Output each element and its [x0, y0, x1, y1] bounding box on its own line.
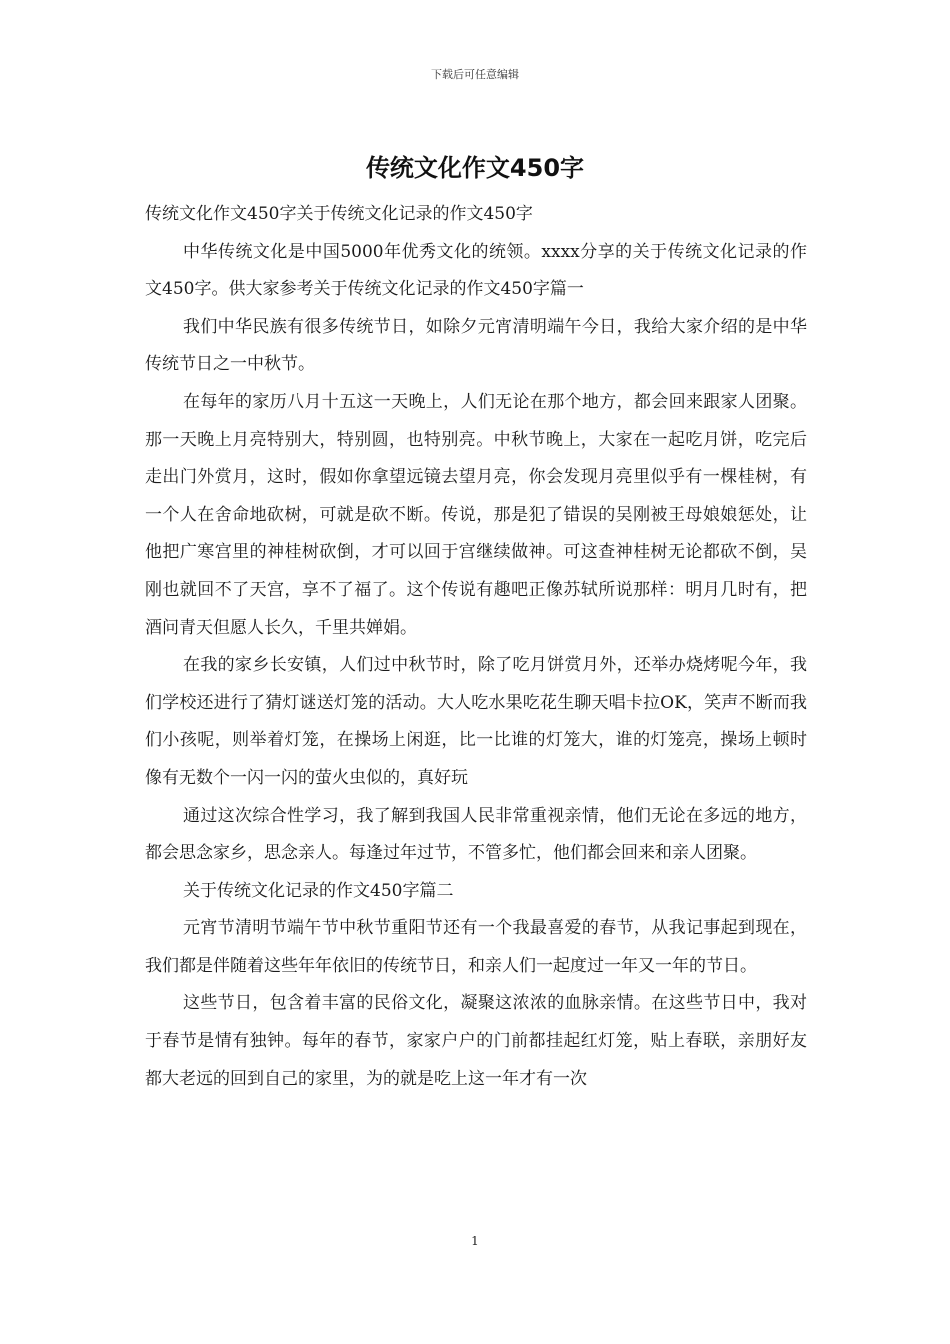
page-header: 下载后可任意编辑: [431, 68, 519, 81]
document-body: [145, 196, 807, 1098]
page-number: 1: [471, 1234, 479, 1248]
section-heading: 关于传统文化记录的作文450字篇二: [183, 880, 454, 901]
document-title: 传统文化作文450字: [365, 154, 585, 182]
body-paragraph: 我们中华民族有很多传统节日，如除夕元宵清明端午今日，我给大家介绍的是中华传统节日之一中秋节。: [145, 316, 807, 375]
body-paragraph: 在每年的家历八月十五这一天晚上，人们无论在那个地方，都会回来跟家人团聚。那一天晚上月亮特别大，特别圆，也特别亮。中秋节晚上，大家在一起吃月饼，吃完后走出门外赏月，这时，假如你拿望远镜去望月亮，你会发现月亮里似乎有一棵桂树，有一个人在舍命地砍树，可就是砍不断。传说，那是犯了错误的吴刚被王母娘娘惩处，让他把广寒宫里的神桂树砍倒，才可以回于宫继续做神。可这查神桂树无论都砍不倒，吴刚也就回不了天宫，享不了福了。这个传说有趣吧正像苏轼所说那样：明月几时有，把酒问青天但愿人长久，千里共婵娟。: [145, 391, 807, 638]
body-paragraph: 这些节日，包含着丰富的民俗文化，凝聚这浓浓的血脉亲情。在这些节日中，我对于春节是情有独钟。每年的春节，家家户户的门前都挂起红灯笼，贴上春联，亲朋好友都大老远的回到自己的家里，为的就是吃上这一年才有一次: [145, 993, 807, 1089]
subtitle-paragraph: 传统文化作文450字关于传统文化记录的作文450字: [145, 204, 533, 224]
body-paragraph: 在我的家乡长安镇，人们过中秋节时，除了吃月饼赏月外，还举办烧烤呢今年，我们学校还进行了猜灯谜送灯笼的活动。大人吃水果吃花生聊天唱卡拉OK，笑声不断而我们小孩呢，则举着灯笼，在操场上闲逛，比一比谁的灯笼大，谁的灯笼亮，操场上顿时像有无数个一闪一闪的萤火虫似的，真好玩: [145, 655, 807, 788]
body-paragraph: 通过这次综合性学习，我了解到我国人民非常重视亲情，他们无论在多远的地方，都会思念家乡，思念亲人。每逢过年过节，不管多忙，他们都会回来和亲人团聚。: [145, 805, 807, 864]
body-paragraph: 中华传统文化是中国5000年优秀文化的统领。xxxx分享的关于传统文化记录的作文450字。供大家参考关于传统文化记录的作文450字篇一: [145, 241, 807, 300]
body-paragraph: 元宵节清明节端午节中秋节重阳节还有一个我最喜爱的春节，从我记事起到现在，我们都是伴随着这些年年依旧的传统节日，和亲人们一起度过一年又一年的节日。: [145, 918, 807, 976]
